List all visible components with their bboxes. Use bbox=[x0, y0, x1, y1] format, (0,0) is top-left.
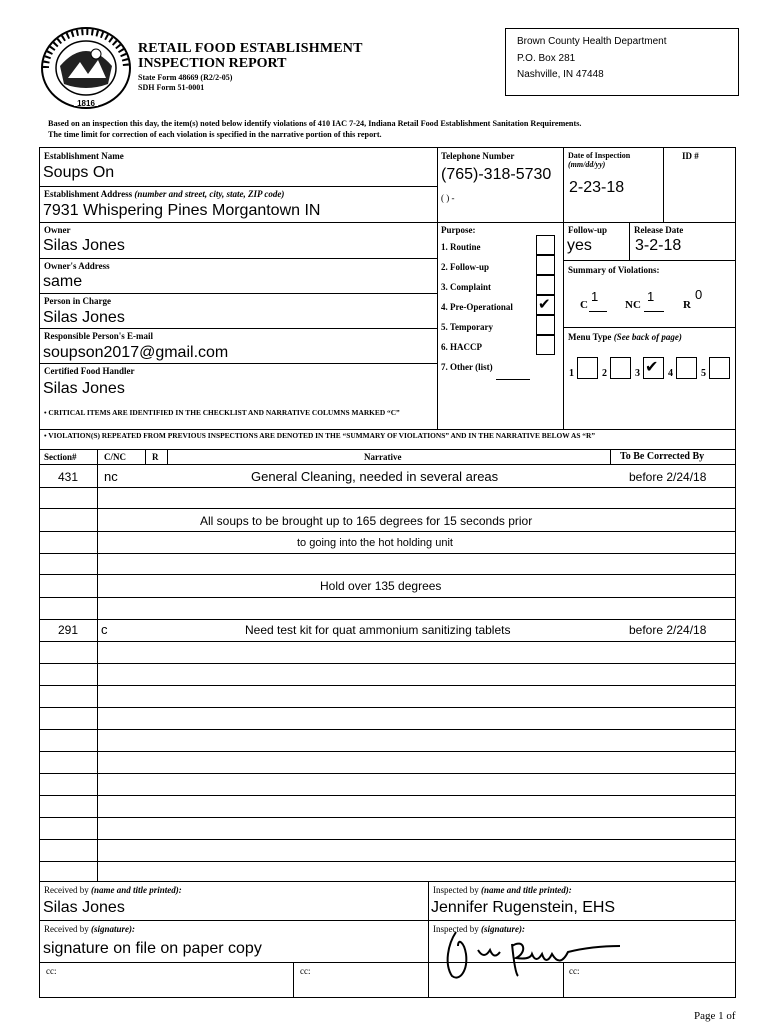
svg-text:1816: 1816 bbox=[77, 99, 95, 108]
inspected-sig-text: Inspected by bbox=[433, 924, 479, 934]
state-seal-icon bbox=[40, 26, 132, 110]
page-number: Page 1 of bbox=[694, 1010, 736, 1022]
purpose-option-label: 5. Temporary bbox=[441, 322, 494, 332]
menu-type-checkbox[interactable] bbox=[577, 357, 598, 379]
certified-handler-field[interactable]: Silas Jones bbox=[43, 380, 125, 397]
col-header-cnc: C/NC bbox=[104, 452, 126, 462]
purpose-option-label: 4. Pre-Operational bbox=[441, 302, 513, 312]
table-row-cnc[interactable]: c bbox=[101, 622, 108, 637]
col-header-section: Section# bbox=[44, 452, 77, 462]
sdh-form-number: SDH Form 51-0001 bbox=[138, 83, 205, 92]
telephone-label: Telephone Number bbox=[441, 151, 515, 161]
telephone-blank: ( ) - bbox=[441, 193, 455, 203]
cc-label-1: cc: bbox=[46, 966, 57, 976]
department-box bbox=[505, 28, 739, 96]
received-sig-text: Received by bbox=[44, 924, 89, 934]
department-po-box: P.O. Box 281 bbox=[517, 53, 576, 64]
menu-type-checkbox[interactable] bbox=[709, 357, 730, 379]
other-purpose-line bbox=[496, 379, 530, 380]
menu-type-checkbox[interactable] bbox=[676, 357, 697, 379]
checkmark-icon: ✔ bbox=[645, 357, 659, 376]
received-by-name-field[interactable]: Silas Jones bbox=[43, 899, 125, 916]
inspected-by-hint: (name and title printed): bbox=[480, 885, 572, 895]
certified-handler-label: Certified Food Handler bbox=[44, 366, 135, 376]
followup-field[interactable]: yes bbox=[567, 237, 592, 254]
table-row-narrative[interactable]: Hold over 135 degrees bbox=[320, 579, 442, 593]
col-header-correct-by: To Be Corrected By bbox=[620, 451, 705, 462]
inspected-sig-hint: (signature): bbox=[480, 924, 525, 934]
menu-type-number: 2 bbox=[602, 368, 607, 379]
narrative-row-line bbox=[39, 817, 736, 818]
purpose-option-label: 6. HACCP bbox=[441, 342, 482, 352]
department-city: Nashville, IN 47448 bbox=[517, 69, 604, 80]
cc-label-2: cc: bbox=[300, 966, 311, 976]
narrative-row-line bbox=[39, 574, 736, 575]
purpose-checkbox[interactable] bbox=[536, 315, 555, 335]
owners-address-field[interactable]: same bbox=[43, 273, 83, 290]
narrative-row-line bbox=[39, 861, 736, 862]
received-by-name-label bbox=[44, 885, 182, 895]
intro-line-2: The time limit for correction of each violation is specified in the narrative portion of this report. bbox=[48, 130, 382, 139]
table-row-narrative[interactable]: All soups to be brought up to 165 degrees for 15 seconds prior bbox=[200, 514, 533, 528]
table-row-section[interactable]: 291 bbox=[58, 623, 79, 637]
summary-c-label: C bbox=[580, 299, 588, 311]
table-row-narrative[interactable]: General Cleaning, needed in several areas bbox=[251, 469, 499, 484]
received-sig-hint: (signature): bbox=[90, 924, 135, 934]
narrative-row-line bbox=[39, 839, 736, 840]
narrative-row-line bbox=[39, 508, 736, 509]
date-of-inspection-field[interactable]: 2-23-18 bbox=[569, 179, 625, 196]
menu-type-text: Menu Type bbox=[568, 332, 612, 342]
responsible-email-label: Responsible Person's E-mail bbox=[44, 331, 154, 341]
table-row-correct-by[interactable]: before 2/24/18 bbox=[629, 470, 707, 484]
telephone-field[interactable]: (765)-318-5730 bbox=[441, 166, 552, 183]
purpose-checkbox[interactable] bbox=[536, 335, 555, 355]
address-hint-text: (number and street, city, state, ZIP code) bbox=[134, 189, 285, 199]
intro-line-1: Based on an inspection this day, the item(s) noted below identify violations of 410 IAC 7-24, Indiana Retail Food Establishment Sanitation Requirements. bbox=[48, 119, 582, 128]
person-in-charge-field[interactable]: Silas Jones bbox=[43, 309, 125, 326]
col-header-narrative: Narrative bbox=[364, 452, 402, 462]
table-row-cnc[interactable]: nc bbox=[104, 469, 118, 484]
summary-r-count[interactable]: 0 bbox=[695, 287, 703, 302]
purpose-option-label: 3. Complaint bbox=[441, 282, 492, 292]
release-date-label: Release Date bbox=[634, 225, 684, 235]
received-by-signature-field[interactable]: signature on file on paper copy bbox=[43, 940, 262, 957]
purpose-checkbox[interactable] bbox=[536, 235, 555, 255]
summary-r-label: R bbox=[683, 299, 691, 311]
narrative-row-line bbox=[39, 487, 736, 488]
narrative-row-line bbox=[39, 685, 736, 686]
purpose-option-label: 7. Other (list) bbox=[441, 362, 493, 372]
form-title: RETAIL FOOD ESTABLISHMENT bbox=[138, 41, 363, 56]
narrative-row-line bbox=[39, 795, 736, 796]
responsible-email-field[interactable]: soupson2017@gmail.com bbox=[43, 344, 229, 361]
menu-type-number: 5 bbox=[701, 368, 706, 379]
establishment-name-label: Establishment Name bbox=[44, 151, 124, 161]
section-column-line bbox=[97, 464, 98, 881]
establishment-address-field[interactable]: 7931 Whispering Pines Morgantown IN bbox=[43, 202, 321, 219]
critical-items-note: • CRITICAL ITEMS ARE IDENTIFIED IN THE CHECKLIST AND NARRATIVE COLUMNS MARKED “C” bbox=[44, 408, 400, 417]
summary-label: Summary of Violations: bbox=[568, 265, 660, 275]
purpose-checkbox[interactable] bbox=[536, 255, 555, 275]
purpose-label: Purpose: bbox=[441, 225, 476, 235]
narrative-row-line bbox=[39, 707, 736, 708]
narrative-row-line bbox=[39, 531, 736, 532]
menu-type-number: 4 bbox=[668, 368, 673, 379]
narrative-row-line bbox=[39, 641, 736, 642]
inspected-by-name-field[interactable]: Jennifer Rugenstein, EHS bbox=[431, 899, 616, 916]
form-subtitle: INSPECTION REPORT bbox=[138, 56, 287, 71]
handwritten-signature-icon bbox=[434, 924, 624, 984]
summary-nc-count[interactable]: 1 bbox=[647, 289, 655, 304]
inspected-by-name-label bbox=[433, 885, 572, 895]
menu-type-label bbox=[568, 332, 682, 342]
narrative-row-line bbox=[39, 619, 736, 620]
summary-c-count[interactable]: 1 bbox=[591, 289, 599, 304]
table-row-narrative[interactable]: Need test kit for quat ammonium sanitizing tablets bbox=[245, 623, 511, 637]
table-row-correct-by[interactable]: before 2/24/18 bbox=[629, 623, 707, 637]
establishment-name-field[interactable]: Soups On bbox=[43, 164, 115, 181]
summary-counts bbox=[580, 289, 730, 315]
narrative-row-line bbox=[39, 663, 736, 664]
col-header-r: R bbox=[152, 452, 159, 462]
menu-type-checkbox[interactable] bbox=[610, 357, 631, 379]
narrative-row-line bbox=[39, 729, 736, 730]
summary-nc-label: NC bbox=[625, 299, 641, 311]
repeat-violations-note: • VIOLATION(S) REPEATED FROM PREVIOUS INSPECTIONS ARE DENOTED IN THE “SUMMARY OF VIOLATIONS” AND IN THE NARRATIVE BELOW AS “R” bbox=[44, 431, 596, 440]
purpose-option-label: 1. Routine bbox=[441, 242, 481, 252]
narrative-row-line bbox=[39, 597, 736, 598]
date-format-hint: (mm/dd/yy) bbox=[568, 160, 606, 169]
table-row-section[interactable]: 431 bbox=[58, 470, 79, 484]
received-by-hint: (name and title printed): bbox=[90, 885, 182, 895]
owner-field[interactable]: Silas Jones bbox=[43, 237, 125, 254]
date-of-inspection-label: Date of Inspection bbox=[568, 151, 631, 160]
followup-label: Follow-up bbox=[568, 225, 608, 235]
department-name: Brown County Health Department bbox=[517, 36, 667, 47]
state-form-number: State Form 48669 (R2/2-05) bbox=[138, 73, 233, 82]
menu-type-number: 3 bbox=[635, 368, 640, 379]
release-date-field[interactable]: 3-2-18 bbox=[635, 237, 682, 254]
owner-label: Owner bbox=[44, 225, 71, 235]
checkmark-icon: ✔ bbox=[538, 295, 551, 313]
purpose-option-label: 2. Follow-up bbox=[441, 262, 490, 272]
received-by-signature-label bbox=[44, 924, 135, 934]
owners-address-label: Owner's Address bbox=[44, 261, 110, 271]
person-in-charge-label: Person in Charge bbox=[44, 296, 111, 306]
address-label-text: Establishment Address bbox=[44, 189, 133, 199]
inspected-by-text: Inspected by bbox=[433, 885, 479, 895]
received-by-text: Received by bbox=[44, 885, 89, 895]
id-label: ID # bbox=[682, 151, 699, 161]
purpose-checkbox[interactable] bbox=[536, 275, 555, 295]
narrative-row-line bbox=[39, 553, 736, 554]
table-row-narrative[interactable]: to going into the hot holding unit bbox=[297, 537, 453, 549]
narrative-row-line bbox=[39, 751, 736, 752]
menu-type-hint: (See back of page) bbox=[613, 332, 682, 342]
narrative-row-line bbox=[39, 773, 736, 774]
menu-type-number: 1 bbox=[569, 368, 574, 379]
establishment-address-label bbox=[44, 189, 284, 199]
cc-label-3: cc: bbox=[569, 966, 580, 976]
